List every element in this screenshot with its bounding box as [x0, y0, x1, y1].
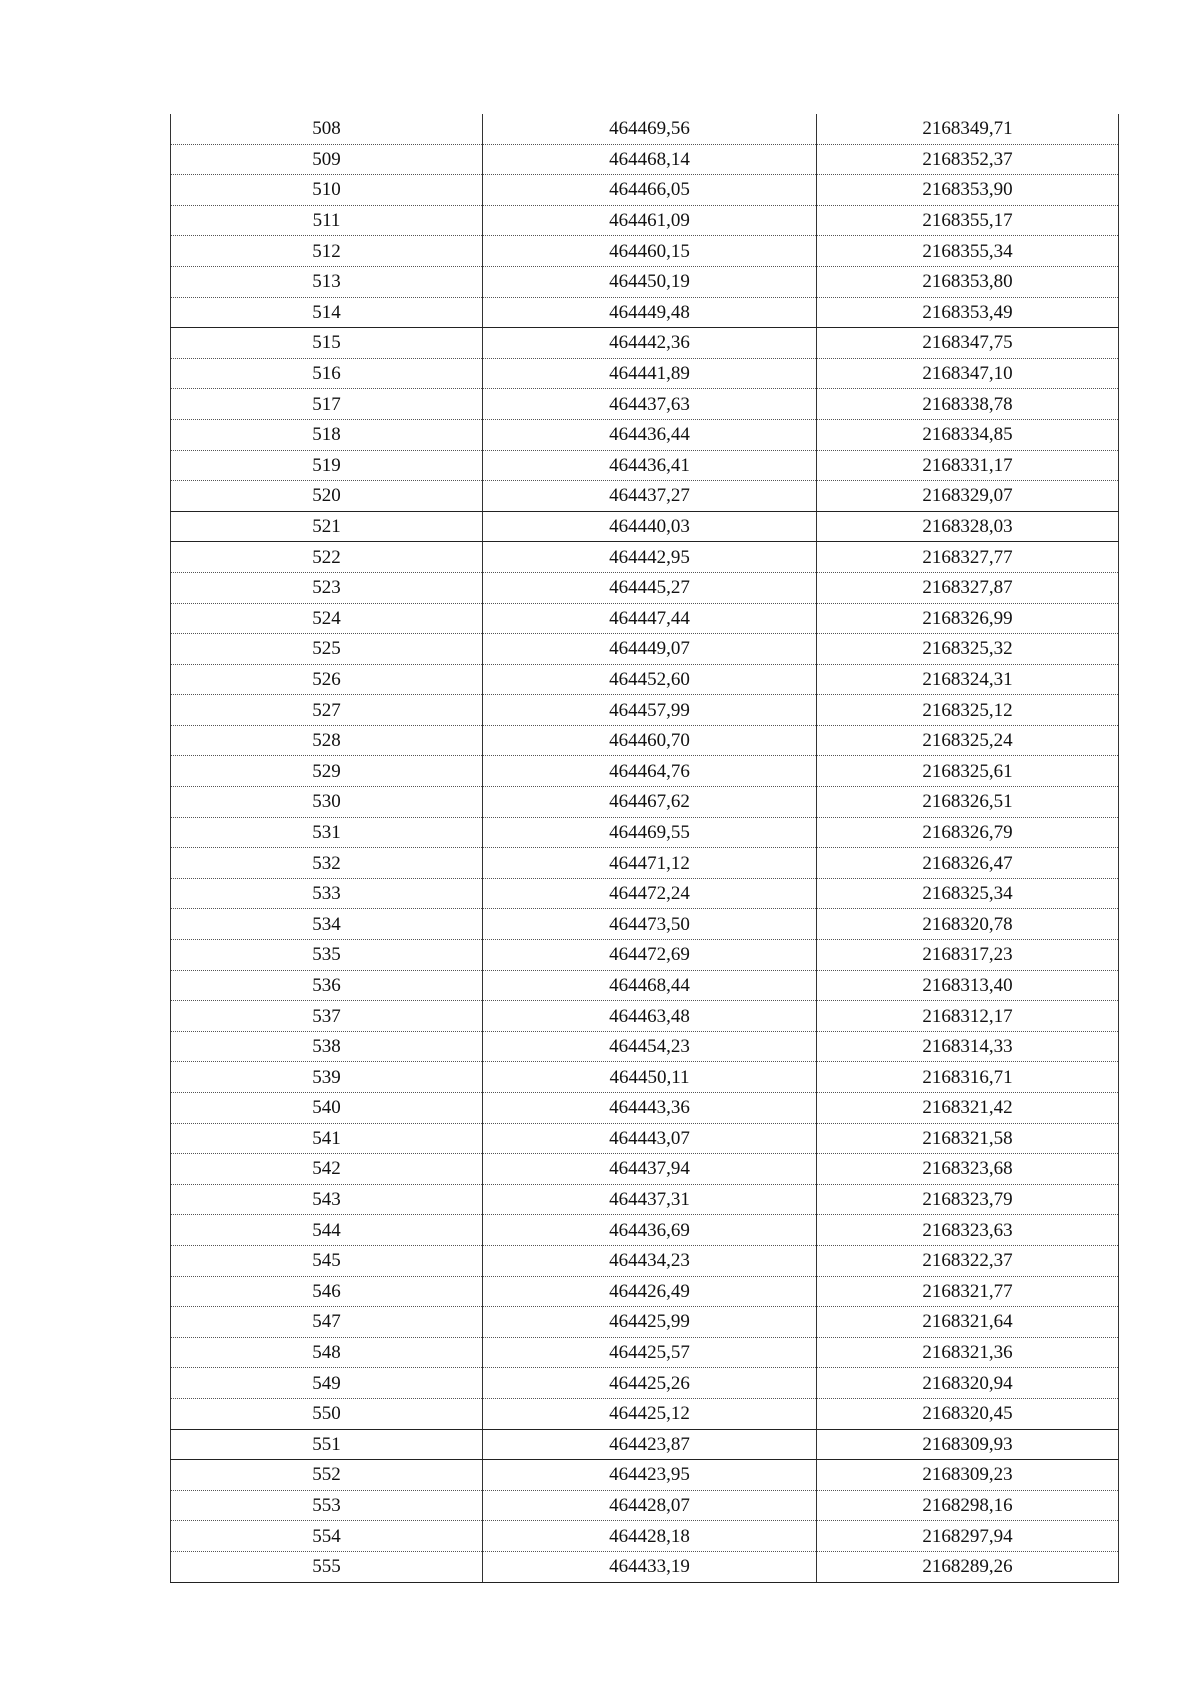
x-coordinate-cell: 464441,89: [483, 358, 817, 389]
table-row: [171, 297, 1119, 328]
y-coordinate-cell: 2168320,94: [817, 1368, 1119, 1399]
y-coordinate-cell: 2168353,90: [817, 175, 1119, 206]
table-row: [171, 695, 1119, 726]
x-coordinate-cell: 464442,95: [483, 542, 817, 573]
y-coordinate-cell: 2168347,10: [817, 358, 1119, 389]
table-row: [171, 1031, 1119, 1062]
table-row: [171, 1123, 1119, 1154]
point-number-cell: 512: [171, 236, 483, 267]
x-coordinate-cell: 464469,55: [483, 817, 817, 848]
table-row: [171, 848, 1119, 879]
x-coordinate-cell: 464423,87: [483, 1429, 817, 1460]
x-coordinate-cell: 464449,48: [483, 297, 817, 328]
table-row: [171, 358, 1119, 389]
point-number-cell: 542: [171, 1154, 483, 1185]
point-number-cell: 547: [171, 1307, 483, 1338]
x-coordinate-cell: 464443,07: [483, 1123, 817, 1154]
y-coordinate-cell: 2168313,40: [817, 970, 1119, 1001]
table-row: [171, 1337, 1119, 1368]
x-coordinate-cell: 464468,14: [483, 144, 817, 175]
table-row: [171, 725, 1119, 756]
x-coordinate-cell: 464437,63: [483, 389, 817, 420]
y-coordinate-cell: 2168355,17: [817, 205, 1119, 236]
point-number-cell: 513: [171, 266, 483, 297]
x-coordinate-cell: 464425,99: [483, 1307, 817, 1338]
x-coordinate-cell: 464442,36: [483, 328, 817, 359]
table-row: [171, 1460, 1119, 1491]
x-coordinate-cell: 464461,09: [483, 205, 817, 236]
table-row: [171, 634, 1119, 665]
y-coordinate-cell: 2168325,32: [817, 634, 1119, 665]
coordinates-table: [170, 114, 1119, 1583]
table-row: [171, 817, 1119, 848]
table-row: [171, 756, 1119, 787]
y-coordinate-cell: 2168352,37: [817, 144, 1119, 175]
table-row: [171, 175, 1119, 206]
y-coordinate-cell: 2168338,78: [817, 389, 1119, 420]
table-row: [171, 1521, 1119, 1552]
point-number-cell: 509: [171, 144, 483, 175]
table-row: [171, 940, 1119, 971]
point-number-cell: 537: [171, 1001, 483, 1032]
table-row: [171, 1245, 1119, 1276]
point-number-cell: 518: [171, 419, 483, 450]
point-number-cell: 555: [171, 1551, 483, 1582]
point-number-cell: 532: [171, 848, 483, 879]
point-number-cell: 529: [171, 756, 483, 787]
x-coordinate-cell: 464428,07: [483, 1490, 817, 1521]
y-coordinate-cell: 2168298,16: [817, 1490, 1119, 1521]
table-row: [171, 1062, 1119, 1093]
x-coordinate-cell: 464449,07: [483, 634, 817, 665]
point-number-cell: 520: [171, 481, 483, 512]
x-coordinate-cell: 464457,99: [483, 695, 817, 726]
point-number-cell: 524: [171, 603, 483, 634]
x-coordinate-cell: 464437,31: [483, 1184, 817, 1215]
y-coordinate-cell: 2168314,33: [817, 1031, 1119, 1062]
y-coordinate-cell: 2168326,79: [817, 817, 1119, 848]
y-coordinate-cell: 2168323,68: [817, 1154, 1119, 1185]
y-coordinate-cell: 2168321,58: [817, 1123, 1119, 1154]
y-coordinate-cell: 2168323,79: [817, 1184, 1119, 1215]
x-coordinate-cell: 464428,18: [483, 1521, 817, 1552]
x-coordinate-cell: 464443,36: [483, 1093, 817, 1124]
x-coordinate-cell: 464460,70: [483, 725, 817, 756]
table-row: [171, 787, 1119, 818]
point-number-cell: 527: [171, 695, 483, 726]
point-number-cell: 515: [171, 328, 483, 359]
point-number-cell: 528: [171, 725, 483, 756]
table-row: [171, 205, 1119, 236]
y-coordinate-cell: 2168349,71: [817, 114, 1119, 144]
point-number-cell: 545: [171, 1245, 483, 1276]
table-row: [171, 1398, 1119, 1429]
y-coordinate-cell: 2168321,36: [817, 1337, 1119, 1368]
x-coordinate-cell: 464423,95: [483, 1460, 817, 1491]
x-coordinate-cell: 464466,05: [483, 175, 817, 206]
point-number-cell: 526: [171, 664, 483, 695]
table-row: [171, 114, 1119, 144]
y-coordinate-cell: 2168316,71: [817, 1062, 1119, 1093]
point-number-cell: 543: [171, 1184, 483, 1215]
point-number-cell: 550: [171, 1398, 483, 1429]
x-coordinate-cell: 464436,69: [483, 1215, 817, 1246]
x-coordinate-cell: 464473,50: [483, 909, 817, 940]
y-coordinate-cell: 2168325,34: [817, 878, 1119, 909]
y-coordinate-cell: 2168289,26: [817, 1551, 1119, 1582]
table-row: [171, 144, 1119, 175]
x-coordinate-cell: 464463,48: [483, 1001, 817, 1032]
point-number-cell: 514: [171, 297, 483, 328]
y-coordinate-cell: 2168320,78: [817, 909, 1119, 940]
y-coordinate-cell: 2168320,45: [817, 1398, 1119, 1429]
x-coordinate-cell: 464433,19: [483, 1551, 817, 1582]
x-coordinate-cell: 464445,27: [483, 572, 817, 603]
table-row: [171, 542, 1119, 573]
table-row: [171, 970, 1119, 1001]
y-coordinate-cell: 2168321,77: [817, 1276, 1119, 1307]
y-coordinate-cell: 2168322,37: [817, 1245, 1119, 1276]
table-row: [171, 450, 1119, 481]
x-coordinate-cell: 464468,44: [483, 970, 817, 1001]
table-row: [171, 1184, 1119, 1215]
point-number-cell: 534: [171, 909, 483, 940]
table-row: [171, 664, 1119, 695]
x-coordinate-cell: 464452,60: [483, 664, 817, 695]
x-coordinate-cell: 464426,49: [483, 1276, 817, 1307]
x-coordinate-cell: 464471,12: [483, 848, 817, 879]
y-coordinate-cell: 2168297,94: [817, 1521, 1119, 1552]
table-row: [171, 419, 1119, 450]
point-number-cell: 530: [171, 787, 483, 818]
x-coordinate-cell: 464440,03: [483, 511, 817, 542]
table-row: [171, 481, 1119, 512]
table-row: [171, 572, 1119, 603]
point-number-cell: 549: [171, 1368, 483, 1399]
x-coordinate-cell: 464467,62: [483, 787, 817, 818]
x-coordinate-cell: 464454,23: [483, 1031, 817, 1062]
point-number-cell: 522: [171, 542, 483, 573]
y-coordinate-cell: 2168321,64: [817, 1307, 1119, 1338]
y-coordinate-cell: 2168327,77: [817, 542, 1119, 573]
table-row: [171, 266, 1119, 297]
table-row: [171, 1001, 1119, 1032]
point-number-cell: 508: [171, 114, 483, 144]
x-coordinate-cell: 464450,19: [483, 266, 817, 297]
table-row: [171, 1093, 1119, 1124]
point-number-cell: 517: [171, 389, 483, 420]
y-coordinate-cell: 2168326,51: [817, 787, 1119, 818]
point-number-cell: 546: [171, 1276, 483, 1307]
point-number-cell: 552: [171, 1460, 483, 1491]
y-coordinate-cell: 2168325,12: [817, 695, 1119, 726]
x-coordinate-cell: 464447,44: [483, 603, 817, 634]
y-coordinate-cell: 2168327,87: [817, 572, 1119, 603]
y-coordinate-cell: 2168312,17: [817, 1001, 1119, 1032]
point-number-cell: 525: [171, 634, 483, 665]
y-coordinate-cell: 2168353,49: [817, 297, 1119, 328]
y-coordinate-cell: 2168309,93: [817, 1429, 1119, 1460]
table-row: [171, 1276, 1119, 1307]
y-coordinate-cell: 2168353,80: [817, 266, 1119, 297]
table-row: [171, 1368, 1119, 1399]
point-number-cell: 553: [171, 1490, 483, 1521]
point-number-cell: 516: [171, 358, 483, 389]
y-coordinate-cell: 2168323,63: [817, 1215, 1119, 1246]
x-coordinate-cell: 464436,44: [483, 419, 817, 450]
coordinates-table-body: [171, 114, 1119, 1582]
point-number-cell: 551: [171, 1429, 483, 1460]
point-number-cell: 536: [171, 970, 483, 1001]
table-row: [171, 878, 1119, 909]
point-number-cell: 521: [171, 511, 483, 542]
table-row: [171, 1429, 1119, 1460]
point-number-cell: 531: [171, 817, 483, 848]
point-number-cell: 523: [171, 572, 483, 603]
table-row: [171, 236, 1119, 267]
point-number-cell: 535: [171, 940, 483, 971]
x-coordinate-cell: 464425,57: [483, 1337, 817, 1368]
table-row: [171, 909, 1119, 940]
point-number-cell: 554: [171, 1521, 483, 1552]
x-coordinate-cell: 464425,12: [483, 1398, 817, 1429]
point-number-cell: 544: [171, 1215, 483, 1246]
y-coordinate-cell: 2168325,61: [817, 756, 1119, 787]
table-row: [171, 1154, 1119, 1185]
y-coordinate-cell: 2168321,42: [817, 1093, 1119, 1124]
point-number-cell: 540: [171, 1093, 483, 1124]
table-row: [171, 389, 1119, 420]
point-number-cell: 541: [171, 1123, 483, 1154]
y-coordinate-cell: 2168317,23: [817, 940, 1119, 971]
x-coordinate-cell: 464425,26: [483, 1368, 817, 1399]
x-coordinate-cell: 464434,23: [483, 1245, 817, 1276]
table-row: [171, 1307, 1119, 1338]
point-number-cell: 548: [171, 1337, 483, 1368]
point-number-cell: 510: [171, 175, 483, 206]
y-coordinate-cell: 2168347,75: [817, 328, 1119, 359]
y-coordinate-cell: 2168326,99: [817, 603, 1119, 634]
x-coordinate-cell: 464450,11: [483, 1062, 817, 1093]
x-coordinate-cell: 464436,41: [483, 450, 817, 481]
x-coordinate-cell: 464472,24: [483, 878, 817, 909]
y-coordinate-cell: 2168355,34: [817, 236, 1119, 267]
y-coordinate-cell: 2168334,85: [817, 419, 1119, 450]
x-coordinate-cell: 464464,76: [483, 756, 817, 787]
x-coordinate-cell: 464460,15: [483, 236, 817, 267]
y-coordinate-cell: 2168309,23: [817, 1460, 1119, 1491]
y-coordinate-cell: 2168328,03: [817, 511, 1119, 542]
point-number-cell: 539: [171, 1062, 483, 1093]
table-row: [171, 1551, 1119, 1582]
table-row: [171, 1490, 1119, 1521]
y-coordinate-cell: 2168329,07: [817, 481, 1119, 512]
x-coordinate-cell: 464469,56: [483, 114, 817, 144]
point-number-cell: 511: [171, 205, 483, 236]
x-coordinate-cell: 464437,27: [483, 481, 817, 512]
x-coordinate-cell: 464437,94: [483, 1154, 817, 1185]
point-number-cell: 533: [171, 878, 483, 909]
table-row: [171, 511, 1119, 542]
y-coordinate-cell: 2168326,47: [817, 848, 1119, 879]
y-coordinate-cell: 2168331,17: [817, 450, 1119, 481]
table-row: [171, 1215, 1119, 1246]
y-coordinate-cell: 2168324,31: [817, 664, 1119, 695]
y-coordinate-cell: 2168325,24: [817, 725, 1119, 756]
table-row: [171, 328, 1119, 359]
point-number-cell: 538: [171, 1031, 483, 1062]
point-number-cell: 519: [171, 450, 483, 481]
table-row: [171, 603, 1119, 634]
x-coordinate-cell: 464472,69: [483, 940, 817, 971]
